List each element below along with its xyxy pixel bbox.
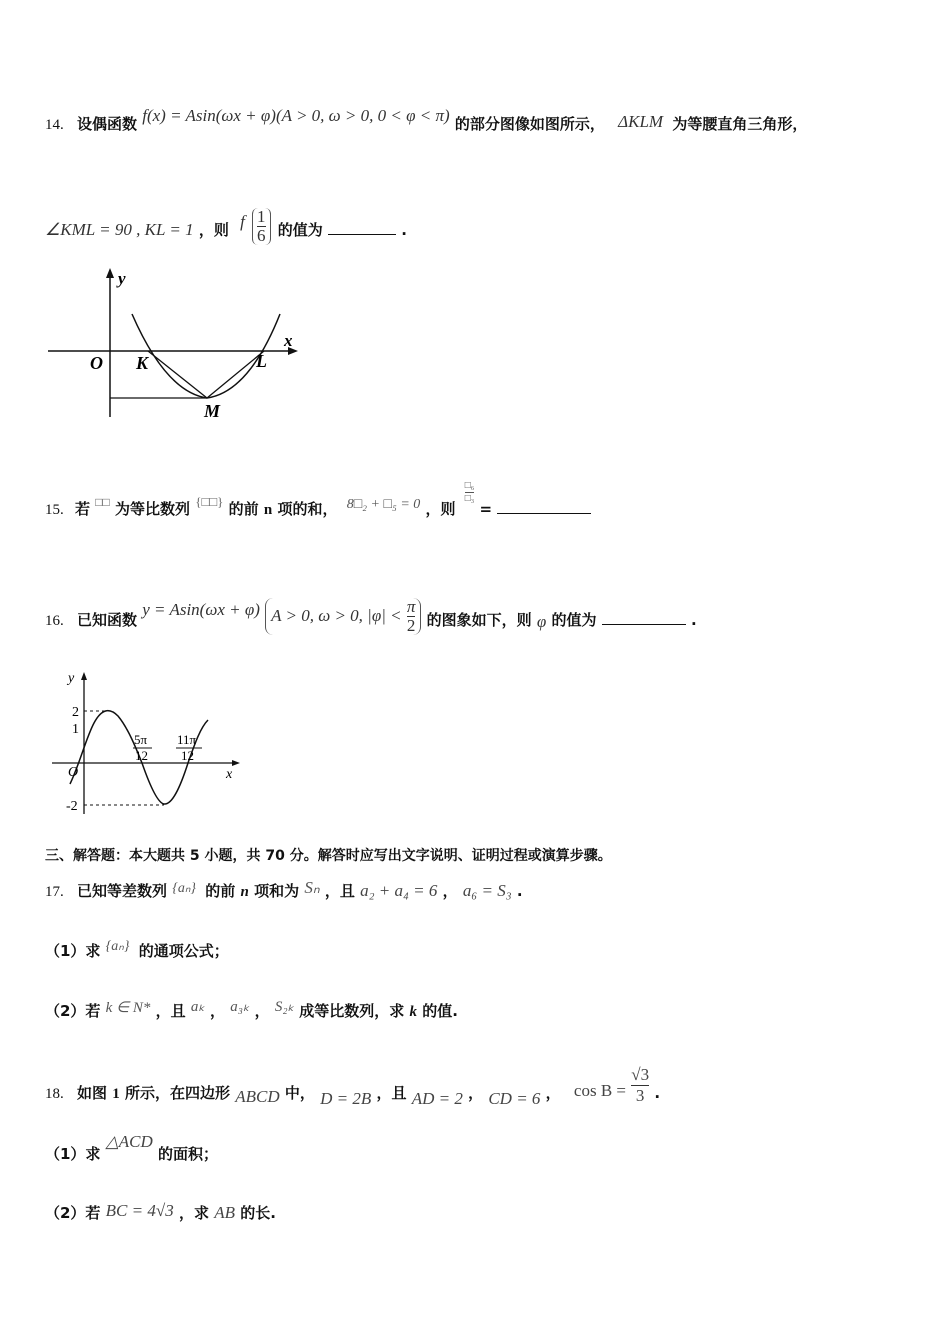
q18-p1-tri: △ACD [105, 1132, 153, 1151]
q18-d2b: D = 2B [320, 1089, 372, 1108]
q17-number: 17. [45, 884, 64, 900]
q17-p2-s2k: S₂ₖ [274, 999, 294, 1015]
q16-cond-two: 2 [406, 616, 416, 635]
q17-lead: 已知等差数列 [76, 882, 167, 900]
q15-seq: {□□} [195, 494, 224, 509]
q15-frac-bot: □₃ [464, 493, 475, 504]
q17-p2-tail: 成等比数列，求 [299, 1002, 405, 1020]
q17-sum: 项和为 [254, 882, 300, 900]
q17-period: . [516, 882, 523, 900]
q17-an: {aₙ} [172, 881, 197, 896]
q18-lead: 如图 [76, 1084, 107, 1102]
q18-in: 中， [284, 1084, 315, 1102]
q17-front: 的前 [205, 882, 236, 900]
fig16-label-o: O [68, 765, 79, 780]
q17-part2 [45, 1000, 458, 1021]
q18-sqrt3: √3 [631, 1065, 650, 1084]
q16-cond-pi: π [406, 597, 416, 616]
q14-angle: ∠KML = 90 , KL = 1 [45, 220, 194, 239]
section3-heading: 三、解答题：本大题共 5 小题，共 70 分。解答时应写出文字说明、证明过程或演算步骤。 [45, 848, 612, 864]
q15-answer-blank[interactable] [497, 499, 591, 514]
q18-p2-bc: BC = 4√3 [105, 1201, 174, 1220]
q14-frac-num: 1 [257, 207, 266, 226]
q18-c2: ， [545, 1084, 561, 1102]
fig16-label-2: 2 [72, 705, 79, 720]
q14-mid: 的部分图像如图所示， [454, 115, 605, 133]
q18-line [45, 1065, 661, 1114]
q14-period: . [401, 221, 407, 239]
q17-p2-ak: aₖ [190, 999, 205, 1015]
q15-equals: = [479, 500, 493, 518]
q16-cond: A > 0, ω > 0, |φ| < [271, 606, 402, 625]
q14-line2 [45, 207, 407, 249]
q17-p2-label: （2）若 [45, 1002, 101, 1020]
fig16-label-neg2: -2 [66, 799, 78, 814]
q18-abcd: ABCD [235, 1087, 280, 1106]
fig16-y-arrow-icon [81, 672, 87, 680]
q14-ask-tail: 的值为 [277, 221, 323, 239]
fig14-label-l: L [256, 351, 267, 371]
q16-number: 16. [45, 613, 64, 629]
q14-then: ，则 [198, 221, 229, 239]
q18-ad: AD = 2 [411, 1089, 463, 1108]
fig14-line-km [148, 351, 207, 398]
q16-figure [44, 668, 254, 818]
fig14-label-x: x [284, 331, 293, 350]
q18-p2-label: （2）若 [45, 1204, 101, 1222]
q18-cd: CD = 6 [488, 1089, 541, 1108]
q14-func: f(x) = Asin(ωx + φ)(A > 0, ω > 0, 0 < φ < π) [142, 106, 450, 125]
q14-tail: 为等腰直角三角形， [672, 115, 808, 133]
fig16-label-x: x [226, 767, 233, 782]
q17-p2-end: 的值. [422, 1002, 458, 1020]
fig14-label-o: O [90, 353, 103, 373]
q17-comma: ， [442, 882, 458, 900]
q16-cond-group [265, 598, 421, 635]
q17-sn: Sₙ [304, 878, 320, 897]
q15-is: 为等比数列 [114, 500, 190, 518]
fig16-t1-den: 12 [135, 748, 148, 763]
q16-lead: 已知函数 [76, 611, 137, 629]
q15-number: 15. [45, 502, 64, 518]
q17-p1-seq: {aₙ} [105, 939, 130, 954]
q18-p1-label: （1）求 [45, 1145, 101, 1163]
q14-frac-den: 6 [257, 226, 266, 245]
q15-fraction [465, 480, 475, 505]
q16-mid: 的图象如下，则 [426, 611, 532, 629]
q14-line1 [45, 106, 808, 134]
q15-frac-top: □₆ [464, 480, 475, 491]
q17-line [45, 880, 523, 901]
fig16-t2-den: 12 [181, 748, 194, 763]
q18-three: 3 [635, 1086, 645, 1105]
fig16-t2-num: 11π [177, 732, 197, 747]
fig16-x-arrow-icon [232, 760, 240, 766]
q18-c1: ， [468, 1084, 484, 1102]
q18-fig: 1 [112, 1086, 120, 1102]
q18-cos-frac [631, 1065, 649, 1106]
q16-tail: 的值为 [551, 611, 597, 629]
q18-part2 [45, 1202, 276, 1223]
q17-p2-a3k: a₃ₖ [230, 999, 250, 1015]
q14-ask-f: f [240, 212, 245, 231]
q15-n: n [263, 502, 273, 518]
q14-figure [44, 262, 314, 432]
fig16-label-y: y [68, 671, 75, 686]
q18-and: ，且 [376, 1084, 407, 1102]
q16-func: y = Asin(ωx + φ) [142, 600, 260, 619]
q18-number: 18. [45, 1086, 64, 1102]
q17-p2-k-letter: k [409, 1004, 417, 1020]
q17-p2-c2: ， [254, 1002, 270, 1020]
q18-period: . [654, 1084, 661, 1102]
q18-p2-mid: ，求 [178, 1204, 209, 1222]
q16-cond-frac [407, 598, 416, 635]
q17-p2-and: ，且 [155, 1002, 186, 1020]
q18-p1-tail: 的面积； [157, 1145, 218, 1163]
q14-answer-blank[interactable] [328, 220, 396, 235]
q17-eq2: a₆ = S₃ [462, 881, 512, 900]
q18-p2-ab: AB [214, 1203, 235, 1222]
q17-p2-c1: ， [210, 1002, 226, 1020]
q15-sum: 项的和， [277, 500, 338, 518]
q17-eq1: a₂ + a₄ = 6 [360, 881, 438, 900]
q14-lead: 设偶函数 [76, 115, 137, 133]
q16-line [45, 597, 697, 639]
q16-answer-blank[interactable] [602, 610, 686, 625]
fig16-t1-num: 5π [134, 732, 148, 747]
q18-p2-tail: 的长. [240, 1204, 276, 1222]
q14-triangle: ΔKLM [618, 112, 664, 131]
q18-shown: 所示，在四边形 [124, 1084, 230, 1102]
q15-line [45, 480, 591, 519]
q18-cosb: cos B = [573, 1081, 627, 1100]
q18-part1 [45, 1132, 218, 1164]
q14-number: 14. [45, 117, 64, 133]
fig16-label-1: 1 [72, 722, 79, 737]
fig14-label-k: K [136, 353, 149, 373]
q17-part1 [45, 940, 229, 961]
q15-ruo: 若 [74, 500, 90, 518]
q15-eq: 8□₂ + □₅ = 0 [346, 497, 421, 512]
q17-n: n [240, 884, 249, 900]
q17-p1-label: （1）求 [45, 942, 101, 960]
q17-and: ，且 [324, 882, 355, 900]
q17-p1-tail: 的通项公式； [138, 942, 229, 960]
fig14-y-arrow-icon [106, 268, 114, 278]
q15-comma-then: ，则 [425, 500, 456, 518]
q14-fraction [252, 208, 271, 245]
q17-p2-k: k ∈ N* [105, 1000, 151, 1016]
fig14-label-m: M [204, 401, 221, 421]
q16-phi: φ [536, 612, 547, 631]
fig14-label-y: y [118, 269, 126, 288]
q15-front: 的前 [228, 500, 259, 518]
q15-sym1: □□ [95, 495, 110, 509]
q16-period: . [691, 611, 697, 629]
